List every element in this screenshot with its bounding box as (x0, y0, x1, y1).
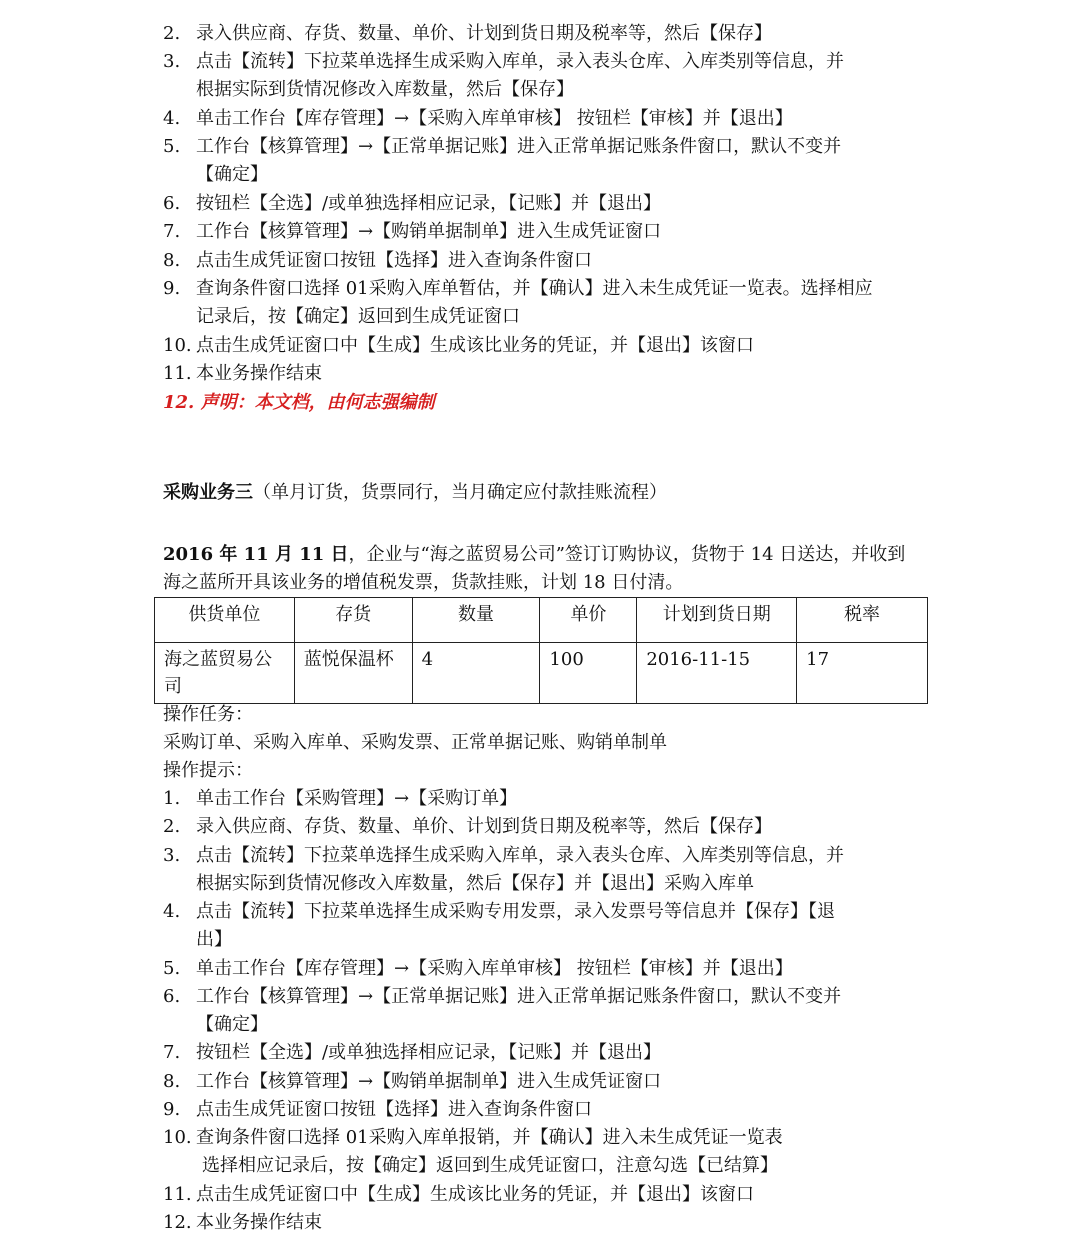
scenario-line-1-rest: ，企业与“海之蓝贸易公司”签订订购协议，货物于 14 日送达，并收到 (348, 544, 906, 565)
table-header: 数量 (412, 598, 540, 643)
table-row (155, 643, 928, 704)
table-header: 税率 (797, 598, 928, 643)
table-cell: 2016-11-15 (637, 643, 797, 704)
table-header: 单价 (540, 598, 637, 643)
section-title-rest: （单月订货，货票同行，当月确定应付款挂账流程） (253, 482, 667, 503)
scenario-date: 2016 年 11 月 11 日 (163, 544, 349, 565)
table-cell: 17 (797, 643, 928, 704)
table-header: 存货 (294, 598, 412, 643)
table-cell: 100 (540, 643, 637, 704)
table-cell: 海之蓝贸易公司 (155, 643, 295, 704)
table-header-row (155, 598, 928, 643)
table-cell: 蓝悦保温杯 (294, 643, 412, 704)
document-page: 2. 录入供应商、存货、数量、单价、计划到货日期及税率等，然后【保存】 3. 点击【流转】下拉菜单选择生成采购入库单，录入表头仓库、入库类别等信息，并 根据实际到货情况修改入库数量，然后【保存】 4. 单击工作台【库存管理】→【采购入库单审核】 按钮栏【审核】并【退出】 5. 工作台【核算管理】→【正常单据记账】进入正常单据记账条件窗口，默认不变并 【确定】 6. 按钮栏【全选】/或单独选择相应记录，【记账】并【退出】 7. 工作台【核算管理】→【购销单据制单】进入生成凭证窗口 8. 点击生成凭证窗口按钮【选择】进入查询条件窗口 9. 查询条件窗口选择 01采购入库单暂估，并【确认】进入未生成凭证一览表。选择相应 记录后，按【确定】返回到生成凭证窗口 10. 点击生成凭证窗口中【生成】生成该比业务的凭证，并【退出】该窗口 11. 本业务操作结束 12. 声明：本文档，由何志强编制 采购业务三（单月订货，货票同行，当月确定应付款挂账流程） 2016 年 11 月 11 日，企业与“海之蓝贸易公司”签订订购协议，货物于 14 日送达，并收到 海之蓝所开具该业务的增值税发票，货款挂账，计划 18 日付清。 供货单位 存货 数量 单价 计划到货日期 税率 海之蓝贸易公司 蓝悦保温杯 4 100 2016-11-15 17 操作任务： 采购订单、采购入库单、采购发票、正常单据记账、购销单制单 操作提示： 1. 单击工作台【采购管理】→【采购订单】 2. 录入供应商、存货、数量、单价、计划到货日期及税率等，然后【保存】 3. 点击【流转】下拉菜单选择生成采购入库单，录入表头仓库、入库类别等信息，并 根据实际到货情况修改入库数量，然后【保存】并【退出】采购入库单 4. 点击【流转】下拉菜单选择生成采购专用发票，录入发票号等信息并【保存】【退 出】 5. 单击工作台【库存管理】→【采购入库单审核】 按钮栏【审核】并【退出】 6. 工作台【核算管理】→【正常单据记账】进入正常单据记账条件窗口，默认不变并 【确定】 7. 按钮栏【全选】/或单独选择相应记录，【记账】并【退出】 8. 工作台【核算管理】→【购销单据制单】进入生成凭证窗口 9. 点击生成凭证窗口按钮【选择】进入查询条件窗口 10. 查询条件窗口选择 01采购入库单报销，并【确认】进入未生成凭证一览表 选择相应记录后，按【确定】返回到生成凭证窗口，注意勾选【已结算】 11. 点击生成凭证窗口中【生成】生成该比业务的凭证，并【退出】该窗口 12. 本业务操作结束 (0, 0, 1080, 1255)
goods-table (154, 597, 928, 704)
section-title-bold: 采购业务三 (163, 482, 253, 503)
table-header: 供货单位 (155, 598, 295, 643)
table-header: 计划到货日期 (637, 598, 797, 643)
table-cell: 4 (412, 643, 540, 704)
